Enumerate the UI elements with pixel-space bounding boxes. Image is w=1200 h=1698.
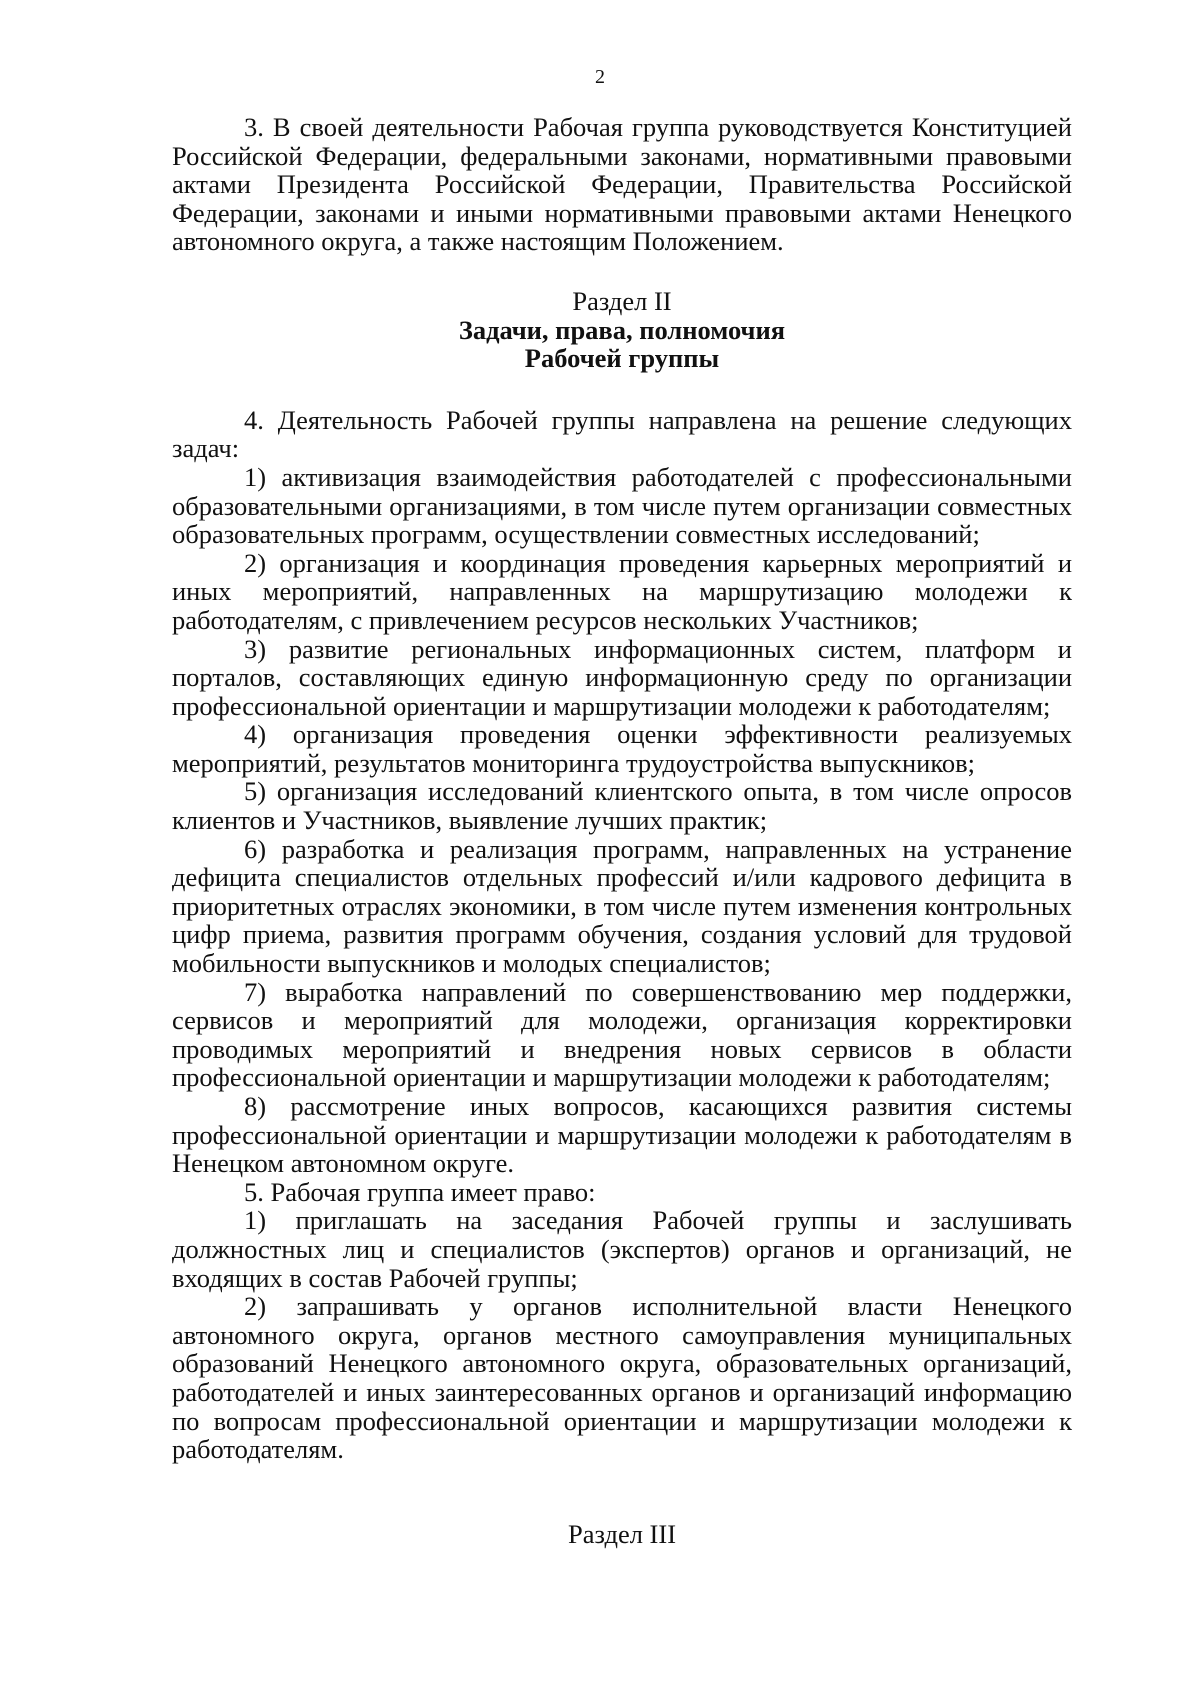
section-2-label: Раздел II [572,285,672,316]
section-3-label: Раздел III [567,1518,677,1549]
section-2-heading [172,287,1072,373]
task-item-2: 2) организация и координация проведения карьерных мероприятий и иных мероприятий, направленных на маршрутизацию молодежи к работодателям, с привлечением ресурсов нескольких Участников; [172,547,1072,635]
right-item-2: 2) запрашивать у органов исполнительной власти Ненецкого автономного округа, органов местного самоуправления муниципальных образований Ненецкого автономного округа, образовательных организаций, работодателей и иных заинтересованных органов и организаций информацию по вопросам профессиональной ориентации и маршрутизации молодежи к работодателям. [172,1291,1072,1465]
section-2-title-line-1: Задачи, права, полномочия [458,314,786,345]
paragraph-4-lead: 4. Деятельность Рабочей группы направлена на решение следующих задач: [172,404,1072,464]
task-item-6: 6) разработка и реализация программ, направленных на устранение дефицита специалистов отдельных профессий и/или кадрового дефицита в приоритетных отраслях экономики, в том числе путем изменения контрольных цифр приема, развития программ обучения, создания условий для трудовой мобильности выпускников и молодых специалистов; [172,833,1072,979]
paragraph-3: 3. В своей деятельности Рабочая группа руководствуется Конституцией Российской Федерации, федеральными законами, нормативными правовыми актами Президента Российской Федерации, Правительства Российской Федерации, законами и иными нормативными правовыми актами Ненецкого автономного округа, а также настоящим Положением. [172,112,1072,257]
task-item-8: 8) рассмотрение иных вопросов, касающихся развития системы профессиональной ориентации и маршрутизации молодежи к работодателям в Ненецком автономном округе. [172,1091,1072,1179]
task-item-7: 7) выработка направлений по совершенствованию мер поддержки, сервисов и мероприятий для молодежи, организация корректировки проводимых мероприятий и внедрения новых сервисов в области профессиональной ориентации и маршрутизации молодежи к работодателям; [172,976,1072,1093]
section-2-title-line-2: Рабочей группы [524,343,720,374]
right-item-1: 1) приглашать на заседания Рабочей группы и заслушивать должностных лиц и специалистов (экспертов) органов и организаций, не входящих в состав Рабочей группы; [172,1205,1072,1293]
task-item-4: 4) организация проведения оценки эффективности реализуемых мероприятий, результатов мониторинга трудоустройства выпускников; [172,719,1072,778]
paragraph-5-lead: 5. Рабочая группа имеет право: [244,1176,596,1207]
task-item-3: 3) развитие региональных информационных систем, платформ и порталов, составляющих единую информационную среду по организации профессиональной ориентации и маршрутизации молодежи к работодателям; [172,633,1072,721]
task-item-5: 5) организация исследований клиентского опыта, в том числе опросов клиентов и Участников, выявление лучших практик; [172,776,1072,836]
page-number: 2 [595,66,605,88]
task-item-1: 1) активизация взаимодействия работодателей с профессиональными образовательными организациями, в том числе путем организации совместных образовательных программ, осуществлении совместных исследований; [172,461,1072,550]
document-body [172,113,1072,1548]
